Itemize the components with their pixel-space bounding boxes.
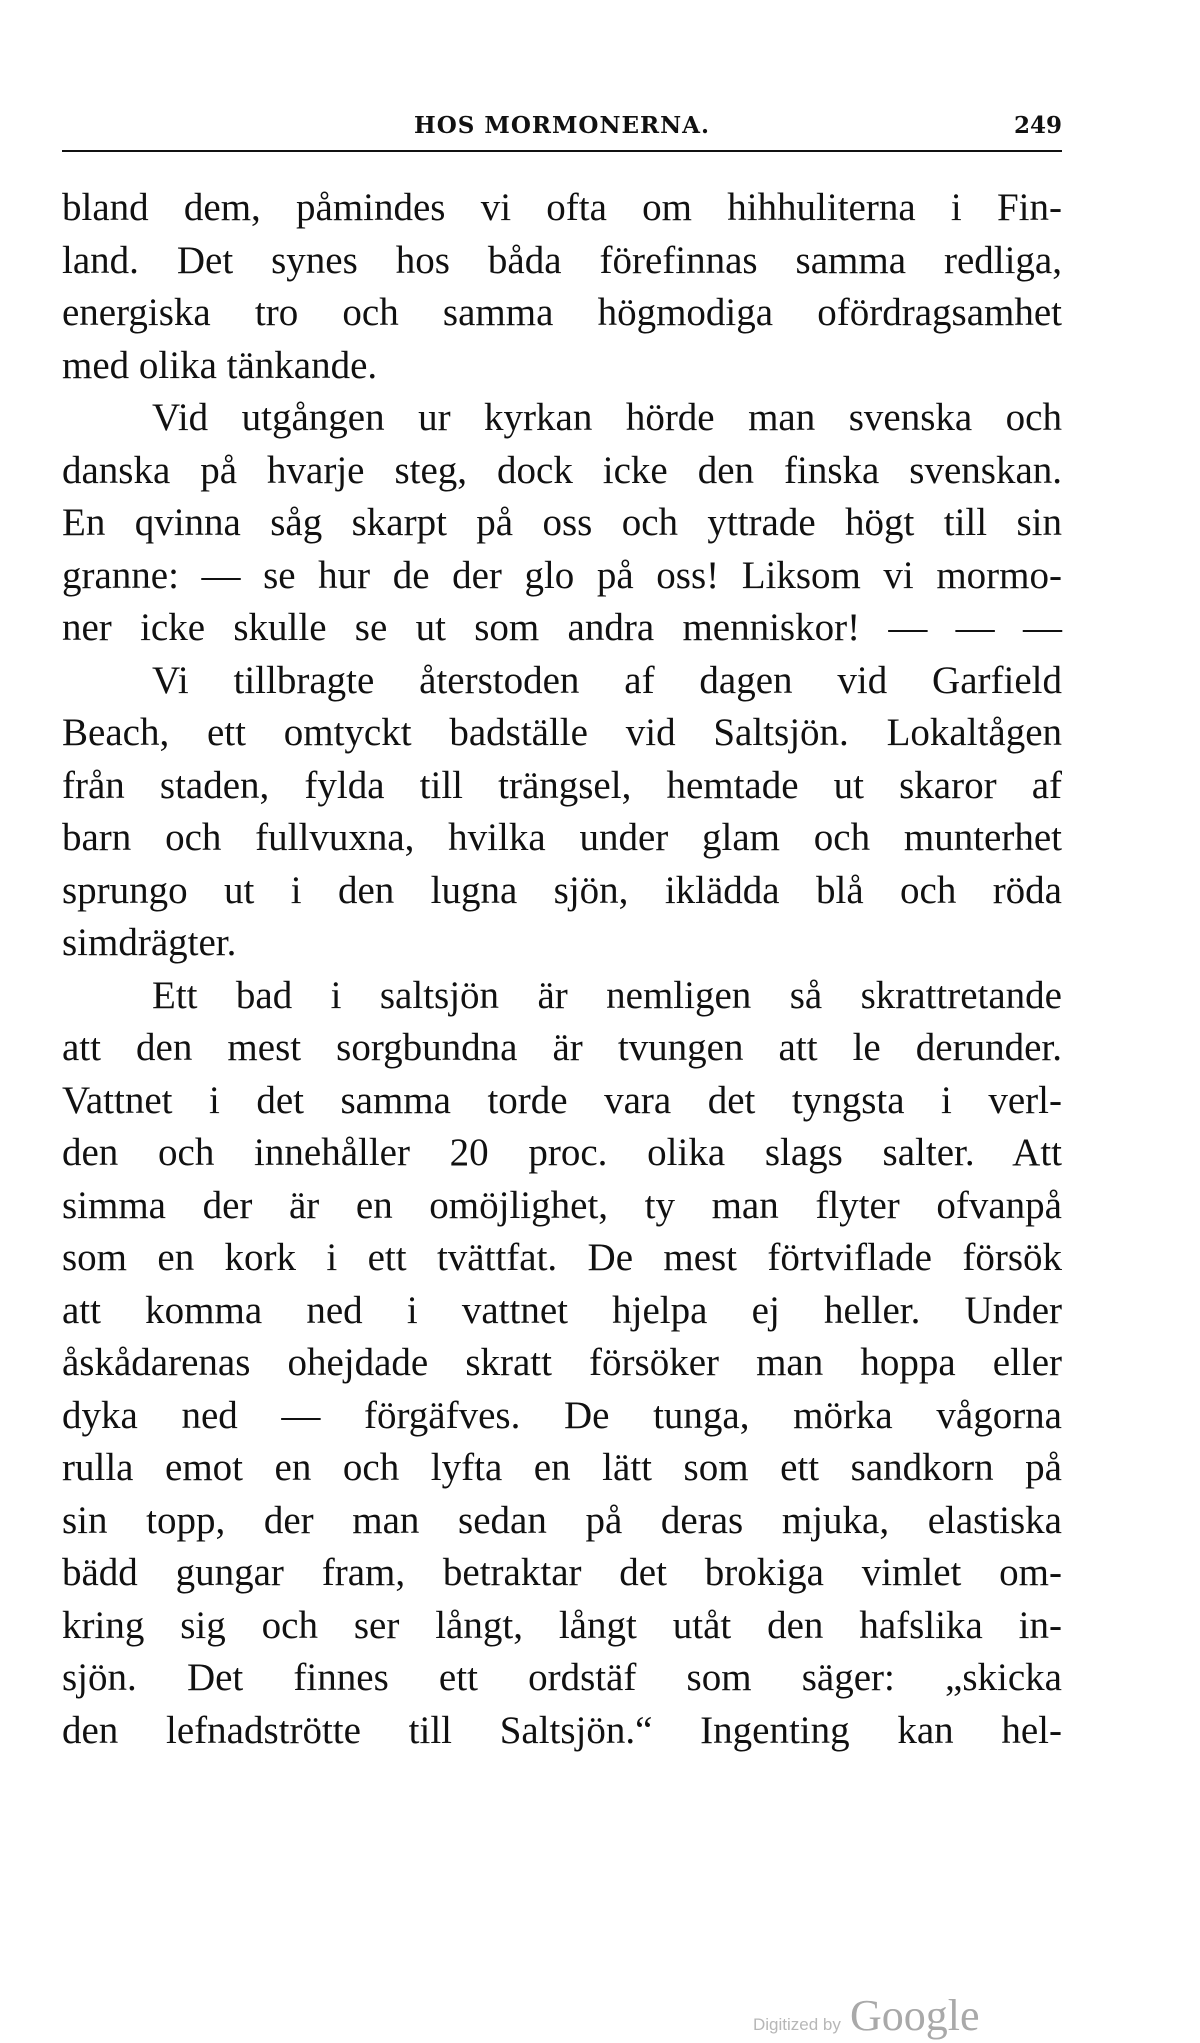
text-line: den och innehåller 20 proc. olika slags salter. Att [62,1131,1062,1174]
text-line: dyka ned — förgäfves. De tunga, mörka vågorna [62,1393,1062,1437]
text-line: att den mest sorgbundna är tvungen att le derunder. [62,1026,1062,1069]
header-rule [62,150,1062,152]
google-logo: Google [849,1991,980,2040]
text-line: från staden, fylda till trängsel, hemtade ut skaror af [62,763,1062,807]
text-line: Vattnet i det samma torde vara det tyngsta i verl- [62,1078,1062,1122]
text-line: Vid utgången ur kyrkan hörde man svenska och [152,396,1062,439]
text-line: bädd gungar fram, betraktar det brokiga vimlet om- [62,1551,1062,1594]
text-line: Vi tillbragte återstoden af dagen vid Garfield [152,658,1062,702]
text-line: sin topp, der man sedan på deras mjuka, elastiska [62,1498,1062,1542]
text-line: simdrägter. [62,921,237,964]
text-line: danska på hvarje steg, dock icke den finska svenskan. [62,448,1062,492]
text-line: att komma ned i vattnet hjelpa ej heller. Under [62,1288,1062,1332]
page-number: 249 [1013,112,1062,139]
digitization-watermark [753,1990,980,2040]
text-line: bland dem, påmindes vi ofta om hihhuliterna i Fin- [62,186,1062,229]
text-line: åskådarenas ohejdade skratt försöker man hoppa eller [62,1341,1062,1384]
text-line: sjön. Det finnes ett ordstäf som säger: „skicka [62,1656,1062,1699]
text-line: energiska tro och samma högmodiga ofördragsamhet [62,291,1062,334]
digitized-label: Digitized by [753,2015,841,2034]
body-text [62,182,1062,1757]
text-line: den lefnadströtte till Saltsjön.“ Ingenting kan hel- [62,1708,1062,1752]
text-line: En qvinna såg skarpt på oss och yttrade högt till sin [62,501,1062,544]
text-line: land. Det synes hos båda förefinnas samma redliga, [62,238,1062,282]
text-line: simma der är en omöjlighet, ty man flyter ofvanpå [62,1183,1062,1227]
text-line: granne: — se hur de der glo på oss! Liksom vi mormo- [62,553,1062,597]
text-line: ner icke skulle se ut som andra menniskor! — — — [62,606,1062,649]
text-line: barn och fullvuxna, hvilka under glam och munterhet [62,816,1062,859]
running-head [62,108,1062,148]
text-line: sprungo ut i den lugna sjön, iklädda blå och röda [62,868,1062,912]
text-line: rulla emot en och lyfta en lätt som ett sandkorn på [62,1446,1062,1489]
text-line: Ett bad i saltsjön är nemligen så skrattretande [152,973,1062,1017]
text-line: som en kork i ett tvättfat. De mest förtviflade försök [62,1236,1062,1279]
running-title: HOS MORMONERNA. [413,112,711,139]
text-line: med olika tänkande. [62,343,378,387]
text-line: Beach, ett omtyckt badställe vid Saltsjön. Lokaltågen [62,711,1062,754]
text-line: kring sig och ser långt, långt utåt den hafslika in- [62,1603,1062,1647]
